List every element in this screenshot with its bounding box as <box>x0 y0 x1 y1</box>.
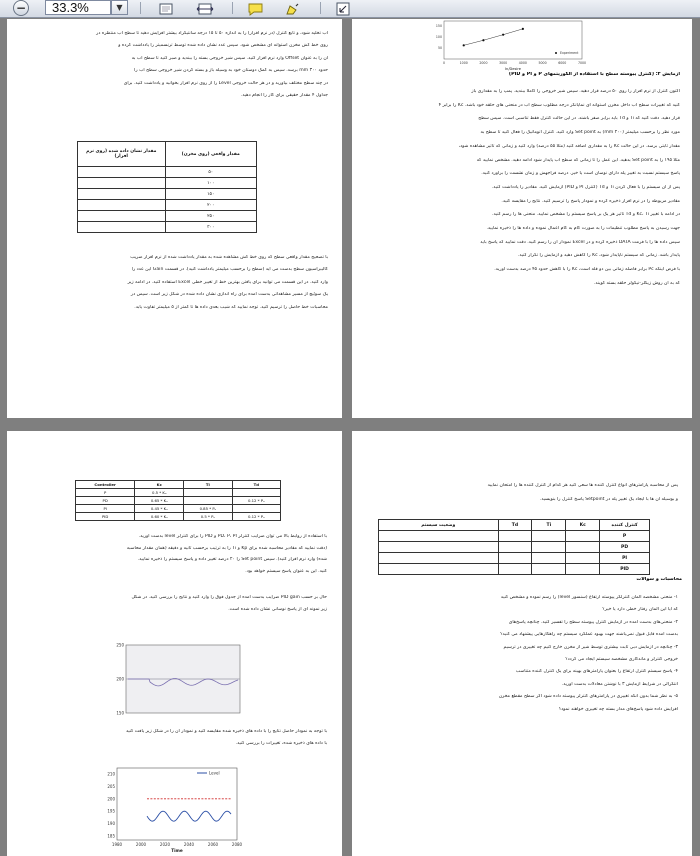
y-tick-label: 200 <box>116 676 124 682</box>
calibration-mini-chart <box>422 19 592 71</box>
y-tick-label: 250 <box>116 642 124 648</box>
x-axis-label: Time <box>171 848 183 853</box>
table-header: Td <box>232 481 280 489</box>
x-tick-label: 2000 <box>479 61 488 65</box>
x-tick-label: 7000 <box>577 61 587 65</box>
document-page-4 <box>352 431 692 856</box>
fit-width-icon[interactable] <box>195 1 215 15</box>
zoom-input[interactable]: 33.3% <box>45 0 111 15</box>
table-cell-empty <box>532 564 566 575</box>
x-tick-label: 2000 <box>135 842 147 847</box>
text-line: در ادامه با تغییر Kc، Ti و Td تاثیر هر یک بر پاسخ سیستم را مشخص نمایید. منحنی ها را رسم کنید. <box>492 212 680 218</box>
y-tick-label: 195 <box>107 808 115 814</box>
table-header-actual: مقدار واقعی (روی مخزن) <box>165 142 257 167</box>
table-header: کنترل کننده <box>600 520 650 531</box>
text-line: افزایش داده شود پاسخ‌های مدار بسته چه تغییری خواهند نمود؟ <box>558 706 678 712</box>
y-tick-label: 190 <box>107 821 115 827</box>
x-tick-label: 2060 <box>207 842 219 847</box>
text-line: جهت رسیدن به پاسخ مطلوب تنظیمات را به صورت گام به گام اعمال نموده و داده ها را ذخیره نمایید. <box>486 226 680 231</box>
data-point <box>463 44 465 46</box>
text-line: انتگرالی در شرایط آزمایش ۳ با نوشتن معادلات بدست آورید. <box>561 681 678 687</box>
table-cell: P <box>76 489 135 497</box>
table-header-shown: مقدار نشان داده شده (روی نرم افزار) <box>78 142 166 167</box>
text-line: مقادیر مربوطه را در نرم افزار ذخیره کرده و نمودار پاسخ را ترسیم کنید. نتایج را مقایسه کنید. <box>501 198 680 204</box>
y-tick-label: 210 <box>107 771 115 777</box>
text-line: شده) وارد نرم افزار کنید). سپس Set point را ۲۰ درصد تغییر داده و پاسخ سیستم را ذخیره نمایید. <box>137 557 327 562</box>
y-tick-label: 150 <box>116 710 124 716</box>
text-line: که آیا این المان رفتار خطی دارد یا خیر؟ <box>602 607 678 613</box>
table-cell-empty <box>498 553 532 564</box>
table-cell-empty <box>566 542 600 553</box>
document-page-1 <box>7 19 342 418</box>
table-cell: 0.5 * Pᵤ <box>184 513 232 521</box>
table-cell-empty <box>379 564 499 575</box>
table-header: Td <box>498 520 532 531</box>
table-cell-controller: PID <box>600 564 650 575</box>
text-line: با داده های ذخیره شده، تغییرات را بررسی کنید. <box>235 740 327 746</box>
table-cell-empty <box>566 553 600 564</box>
x-tick-label: 0 <box>442 61 446 65</box>
comment-icon[interactable] <box>246 1 266 15</box>
zoom-out-icon: − <box>13 0 29 16</box>
chevron-down-icon: ▼ <box>116 3 123 12</box>
table-cell-controller: PI <box>600 553 650 564</box>
toolbar-separator <box>232 2 233 14</box>
text-line: ۴- پاسخ سیستم کنترل ارتفاع را بعنوان پارامترهای بهینه برای یک کنترل کننده متناسب <box>515 669 678 675</box>
table-header: Ti <box>184 481 232 489</box>
table-cell-shown <box>78 167 166 178</box>
table-row <box>78 222 257 233</box>
table-cell-empty <box>566 564 600 575</box>
table-header: وضعیت سیستم <box>379 520 499 531</box>
table-row <box>379 564 650 575</box>
text-line: جداول ۴ مقدار حقیقی برای کار را انجام دهید. <box>240 93 328 98</box>
highlight-icon[interactable] <box>282 1 302 15</box>
table-cell-controller: PD <box>600 542 650 553</box>
data-point <box>482 39 484 41</box>
text-line: بدست آمده قابل قبول نمی‌باشند جهت بهبود عملکرد سیستم چه راهکارهایی پیشنهاد می کنید؟ <box>500 632 678 638</box>
table-row <box>78 189 257 200</box>
text-line: کنید که تغییرات سطح آب داخل مخزن استوانه ای نمایانگر درجه مطلوب سطح آب در منحنی های حلقه خود باشد. Kc را برابر ۴ <box>438 102 680 108</box>
table-header: Ti <box>532 520 566 531</box>
text-line: ۲- منحنی‌های بدست آمده در آزمایش کنترل پیوسته سطح را تفسیر کنید. چنانچه پاسخ‌های <box>508 619 678 625</box>
table-cell-empty <box>532 553 566 564</box>
table-row <box>76 489 281 497</box>
y-tick-label: 185 <box>107 833 115 839</box>
table-row <box>76 505 281 513</box>
text-line: وارد کنید. در این قسمت می توانید برای یافتن بهترین خط از تغییر خطی Excel استفاده کنید. در ادامه زیر <box>127 279 328 285</box>
text-line: اکنون کنترل از نرم افزار را روی ۵۰ درصد قرار دهید. سپس شیر خروجی را کاملا ببندید. پمپ را به مقداری باز <box>471 89 680 94</box>
table-cell-actual: ۱۵۰ <box>165 189 257 200</box>
text-line: محاسبات خط حاصل را ترسیم کنید. توجه نمایید که شیب بعدی داده ها تا کمتر از ۵ میلیمتر تفاوت یابد. <box>134 304 328 310</box>
toolbar-separator <box>320 2 321 14</box>
questions-heading: محاسبات و سوالات <box>636 577 682 582</box>
y-tick-label: 200 <box>107 796 115 802</box>
table-row <box>379 531 650 542</box>
table-row <box>379 553 650 564</box>
text-line: روی خط کش مخزن استوانه ای مشخص شود. سپس عدد نشان داده شده توسط ترنسمیتر را یادداشت کرده و <box>118 43 328 49</box>
text-line: زیر نمونه ای از پاسخ نوسانی نشان داده شده است. <box>228 607 327 612</box>
table-cell-actual: ۱۰۰ <box>165 178 257 189</box>
text-line: خروجی کنترلر و ماندگاری مشخصه سیستم ایجاد می گردد؟ <box>565 657 678 662</box>
table-cell-empty <box>498 542 532 553</box>
text-line: ۵- به نظر شما بدون آنکه تغییری در پارامترهای کنترلر پیوسته داده شود اگر سطح مقطع مخزن <box>498 694 678 700</box>
text-line: مثلا ۱۹۵ را به Set point بدهید. این عمل را تا زمانی که سطح آب پایدار شود ادامه دهید. مشخص نمایید که <box>476 157 680 163</box>
table-cell: PD <box>76 497 135 505</box>
y-tick-label: 150 <box>435 24 442 28</box>
text-line: ۱- منحنی مشخصه المان کنترلکر پیوسته ارتفاع (سنسور level) را رسم نموده و مشخص کنید <box>500 595 678 600</box>
table-cell-empty <box>379 531 499 542</box>
table-cell-shown <box>78 200 166 211</box>
text-line: آب تخلیه شود، و تابع کنترل (در نرم افزار) را به اندازه ۵۰ تا ۱۵ درجه سانتیگراد بیشتر افزایش دهید تا سطح آب منتظره در <box>96 31 328 36</box>
text-line: پایدار باشد. زمانی که سیستم ناپایدار شود، Kc را کاهش دهید و آزمایش را تکرار کنید. <box>517 253 680 259</box>
table-cell-empty <box>498 564 532 575</box>
legend-marker <box>555 52 557 54</box>
table-row <box>76 513 281 521</box>
table-cell: 0.60 * Kᵤ <box>135 513 184 521</box>
text-line: پس از محاسبه پارامترهای انواع کنترل کننده ها سعی کنید هر کدام از کنترل کننده ها را امتحان نمایید <box>487 483 678 488</box>
x-tick-label: 2080 <box>231 842 243 847</box>
x-tick-label: 4000 <box>518 61 527 65</box>
table-cell: 0.5 * Kᵤ <box>135 489 184 497</box>
table-cell-empty <box>566 531 600 542</box>
table-cell-shown <box>78 211 166 222</box>
text-line: مورد نظر را برحسب میلیمتر (۲۰۰ mm) به Set point وارد کنید. کنترل اتوماتیک را فعال کنید تا سطح به <box>480 130 680 136</box>
table-cell <box>232 505 280 513</box>
x-tick-label: 2040 <box>183 842 195 847</box>
text-line: که به آن روش زیگلر-نیکولز حلقه بسته گویند. <box>593 280 680 286</box>
x-tick-label: 1980 <box>111 842 123 847</box>
table-cell-controller: P <box>600 531 650 542</box>
table-cell-empty <box>379 542 499 553</box>
text-line: در چند سطح مختلف بیاورید و در هر حالت خروجی Level را از روی نرم افزار بخوانید و یادداشت کنید. برای <box>123 80 328 86</box>
table-cell <box>232 489 280 497</box>
table-header: Kc <box>566 520 600 531</box>
table-row <box>379 542 650 553</box>
table-cell: 0.85 * Pᵤ <box>184 505 232 513</box>
table-row <box>78 167 257 178</box>
y-tick-label: 205 <box>107 783 115 789</box>
snapshot-icon[interactable] <box>333 1 353 15</box>
x-axis-label: In/Desire <box>504 67 522 71</box>
fit-page-icon[interactable] <box>156 1 176 15</box>
data-point <box>522 28 524 30</box>
plot-area <box>117 768 237 840</box>
series-line <box>464 29 523 45</box>
text-line: ۳- چنانچه در آزمایش دبی ثابت بیشتری توسط شیر از مخزن خارج کنیم چه تغییری در ترسیم <box>503 644 678 650</box>
table-cell: 0.65 * Kᵤ <box>135 497 184 505</box>
table-cell: 0.12 * Pᵤ <box>232 497 280 505</box>
text-line: مقدار ثابتی برسد. در این حالت Kc را به مقداری اضافه کنید (مثلا ۵۵ درصد) وارد کنید و زمانی که تاثیر مشاهده شود، <box>458 143 680 149</box>
text-line: پس از آن سیستم را با فعال کردن Ti و Td (کنترل PI و PID) آزمایش کنید. مقادیر را یادداشت کنید. <box>491 184 680 190</box>
table-header: Controller <box>76 481 135 489</box>
table-cell-actual: ۲۰۰ <box>165 200 257 211</box>
text-line: کنید. این به عنوان پاسخ سیستم خواهد بود. <box>245 568 327 574</box>
zoom-out-button[interactable] <box>6 0 36 16</box>
table-row <box>76 497 281 505</box>
toolbar-separator <box>140 2 141 14</box>
text-line: (دقت نمایید که مقادیر محاسبه شده برای Kp و Ti را به ترتیب برحسب ثانیه و دقیقه (همان مقدار محاسبه <box>126 545 327 551</box>
document-page-2 <box>352 19 692 418</box>
oscillation-chart <box>112 641 244 717</box>
text-line: یک سوئیچ از مسیر مشاهداتی بدست آمده برای راه اندازی نشان داده شده در شکل زیر است. سپس در <box>130 292 328 298</box>
table-row <box>78 200 257 211</box>
table-cell: PI <box>76 505 135 513</box>
table-cell-shown <box>78 222 166 233</box>
text-line: با استفاده از روابط بالا می توان ضرایب کنترلر PD، P، PI و PID را برای کنترلر level بدست آورید. <box>138 534 327 539</box>
y-tick-label: 100 <box>435 35 442 39</box>
table-cell <box>184 489 232 497</box>
table-cell-shown <box>78 189 166 200</box>
text-line: حدود ۳۰۰ mm برسد. سپس به کمک دوستان خود به وسیله باز و بسته کردن شیر خروجی سطح آب را <box>134 68 328 74</box>
x-tick-label: 3000 <box>499 61 508 65</box>
data-point <box>502 34 504 36</box>
table-cell-actual: ۲۵۰ <box>165 211 257 222</box>
text-line: قرار دهید. دقت کنید که Ti و Td باید برابر صفر باشند. در این حالت کنترل فقط تناسبی است. سپس سطح <box>478 116 680 122</box>
text-line: سپس داده ها را با فرمت DATA ذخیره کرده و در Excel نمودار آن را رسم کنید. دقت نمایید که پاسخ باید <box>480 239 680 245</box>
x-tick-label: 5000 <box>538 61 547 65</box>
text-line: و بوسیله آن ها با ایجاد یک تغییر پله در Setpoint پاسخ کنترل را بنویسید. <box>539 497 678 502</box>
table-cell-shown <box>78 178 166 189</box>
table-cell <box>184 497 232 505</box>
table-header: Kc <box>135 481 184 489</box>
table-cell-empty <box>498 531 532 542</box>
table-cell-actual: ۵۰ <box>165 167 257 178</box>
viewer-toolbar <box>0 0 700 18</box>
text-line: با تصحیح مقدار واقعی سطح که روی خط کش مشاهده شده به مقدار یادداشت شده از نرم افزار ضریب <box>130 255 328 260</box>
legend-label: Experiment <box>560 51 579 55</box>
table-cell-actual: ۳۰۰ <box>165 222 257 233</box>
table-cell: 0.12 * Pᵤ <box>232 513 280 521</box>
text-line: پاسخ سیستم نسبت به تغییر پله دارای نوسان است یا خیر. درصد فراجهش و زمان نشست را برآورد کنید. <box>481 171 680 177</box>
table-cell: PID <box>76 513 135 521</box>
text-line: کالیبراسیون سطح بدست می آید (سطح را برحسب میلیمتر یادداشت کنید). در قسمت Gain این عدد را <box>131 267 328 273</box>
page2-heading: آزمایش ۲: (کنترل پیوسته سطح با استفاده از الگوریتمهای P و PI و PID) <box>508 72 680 77</box>
x-tick-label: 1000 <box>459 61 468 65</box>
table-cell-empty <box>532 542 566 553</box>
x-tick-label: 6000 <box>558 61 567 65</box>
x-tick-label: 2020 <box>159 842 171 847</box>
text-line: حال بر حسب PID gain ضرایب بدست آمده از جدول فوق را وارد کنید و نتایج را بررسی کنید. در شکل <box>131 595 327 600</box>
zoom-dropdown-button[interactable] <box>111 0 128 15</box>
document-page-3 <box>7 431 342 856</box>
text-line: با فرض اینکه Pc برابر فاصله زمانی بین دو قله است، Kc را با کاهش حدود ۴۵ درصد بدست آورید. <box>494 267 680 273</box>
y-tick-label: 50 <box>437 46 442 50</box>
table-row <box>78 178 257 189</box>
table-cell-empty <box>532 531 566 542</box>
legend-label: Level <box>209 770 220 776</box>
table-row <box>78 211 257 222</box>
ziegler-nichols-table <box>75 480 281 521</box>
controller-results-table <box>378 519 650 575</box>
text-line: آن را به عنوان Offset وارد نرم افزار کنید. سپس شیر خروجی بسته را ببندید و صبر کنید تا سطح آب به <box>131 55 328 61</box>
table-cell-empty <box>379 553 499 564</box>
level-response-chart <box>97 764 247 856</box>
table-cell: 0.45 * Kᵤ <box>135 505 184 513</box>
page1-calibration-table <box>77 141 257 233</box>
text-line: با توجه به نمودار حاصل نتایج را با داده های ذخیره شده مقایسه کنید و نمودار آن را در شکل زیر یافت کنید <box>125 729 327 734</box>
